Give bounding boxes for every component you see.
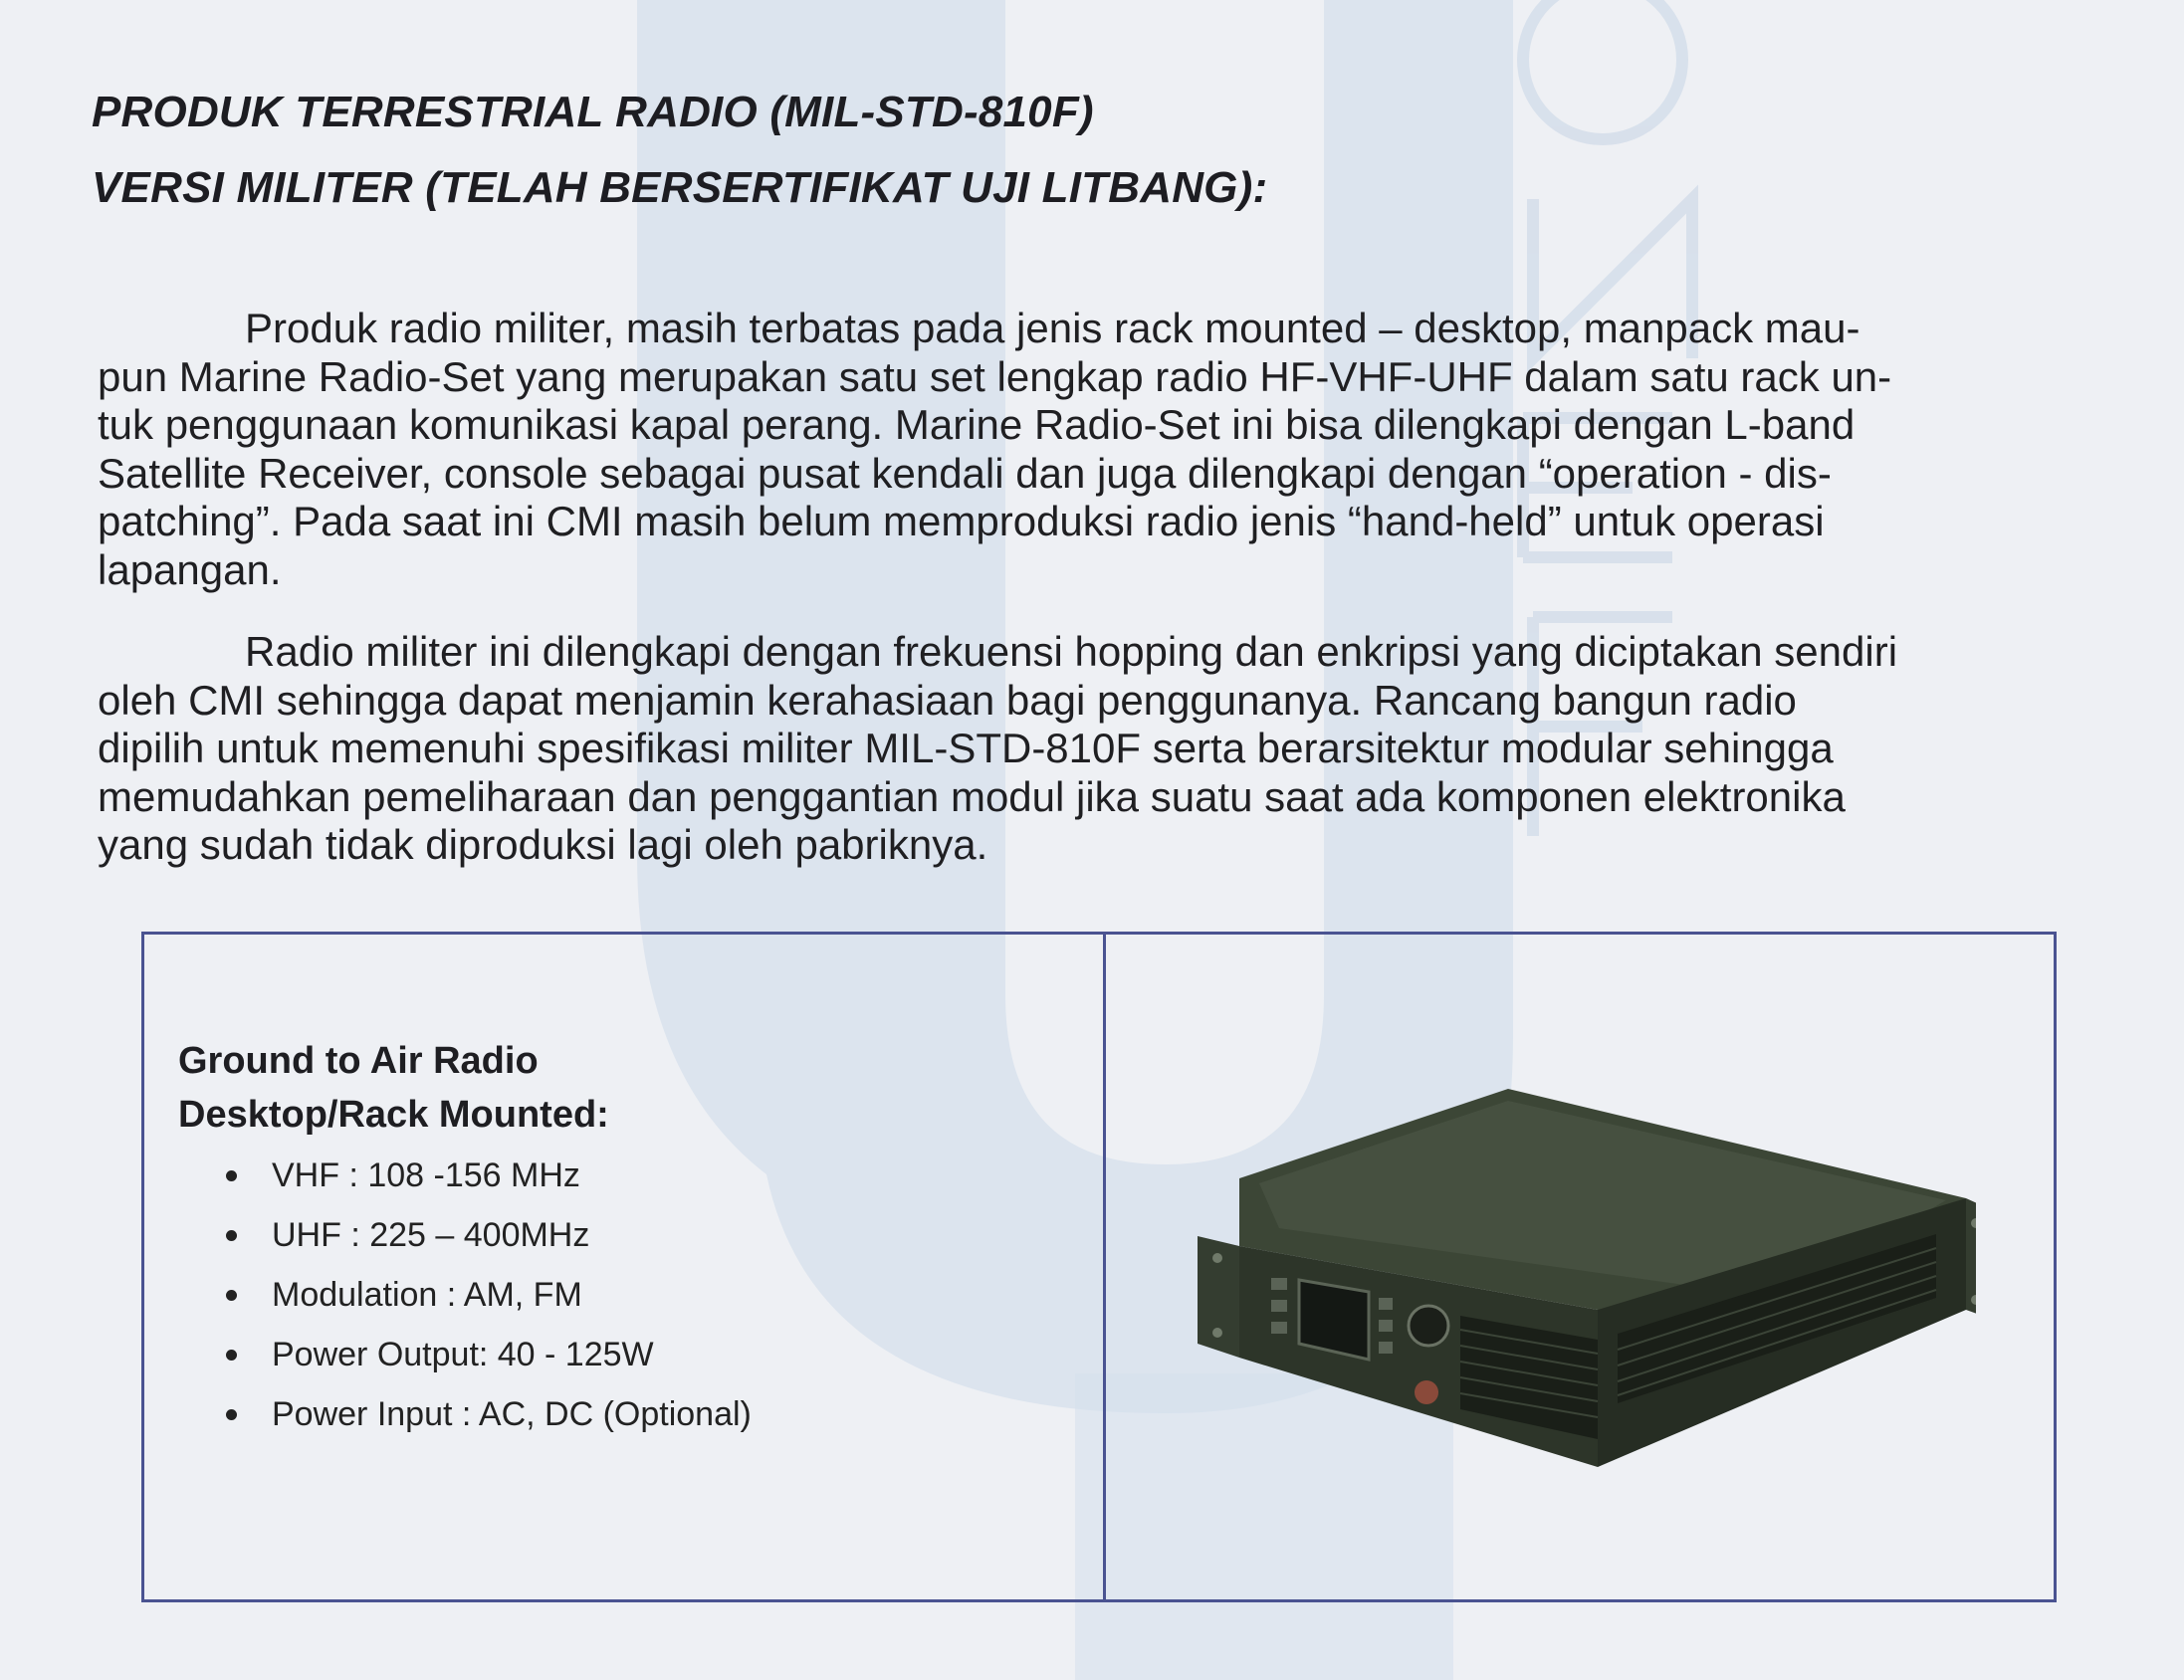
paragraph-2-line: memudahkan pemeliharaan dan penggantian modul jika suatu saat ada komponen elektronika [98, 772, 1846, 820]
spec-item-text: VHF : 108 -156 MHz [272, 1156, 580, 1194]
spec-item-text: Power Output: 40 - 125W [272, 1336, 654, 1373]
heading-line-2: VERSI MILITER (TELAH BERSERTIFIKAT UJI LITBANG): [92, 163, 1268, 212]
paragraph-2-line: Radio militer ini dilengkapi dengan frekuensi hopping dan enkripsi yang diciptakan sendiri [245, 628, 1898, 675]
spec-item-power-output [178, 1325, 1074, 1384]
paragraph-1-line: pun Marine Radio-Set yang merupakan satu set lengkap radio HF-VHF-UHF dalam satu rack un- [98, 352, 1892, 400]
spec-item-vhf [178, 1146, 1074, 1205]
radio-product-image [1180, 1049, 1976, 1487]
spec-list [178, 1146, 1074, 1444]
paragraph-2-line: oleh CMI sehingga dapat menjamin kerahasiaan bagi penggunanya. Rancang bangun radio [98, 676, 1797, 724]
bullet-icon [226, 1170, 237, 1181]
paragraph-2-line: dipilih untuk memenuhi spesifikasi militer MIL-STD-810F serta berarsitektur modular sehingga [98, 725, 1834, 771]
paragraph-1 [98, 305, 2049, 594]
bullet-icon [226, 1230, 237, 1241]
spec-item-uhf [178, 1205, 1074, 1265]
paragraph-1-line: Satellite Receiver, console sebagai pusat kendali dan juga dilengkapi dengan “operation - dis- [98, 449, 1832, 497]
paragraph-1-line: tuk penggunaan komunikasi kapal perang. Marine Radio-Set ini bisa dilengkapi dengan L-band [98, 401, 1856, 448]
product-title-line-1: Ground to Air Radio [178, 1040, 539, 1082]
product-specs [178, 1034, 1074, 1444]
bullet-icon [226, 1350, 237, 1361]
paragraph-1-line: Produk radio militer, masih terbatas pada jenis rack mounted – desktop, manpack mau- [245, 305, 1860, 351]
spec-item-text: UHF : 225 – 400MHz [272, 1216, 590, 1254]
spec-item-modulation [178, 1265, 1074, 1325]
spec-item-text: Power Input : AC, DC (Optional) [272, 1395, 752, 1433]
table-divider [1103, 935, 1106, 1599]
spec-item-power-input [178, 1384, 1074, 1444]
product-table [141, 932, 2057, 1602]
heading-line-1: PRODUK TERRESTRIAL RADIO (MIL-STD-810F) [92, 88, 1094, 136]
paragraph-2 [98, 628, 2049, 870]
paragraph-2-line: yang sudah tidak diproduksi lagi oleh pabriknya. [98, 821, 988, 868]
bullet-icon [226, 1409, 237, 1420]
bullet-icon [226, 1290, 237, 1301]
spec-item-text: Modulation : AM, FM [272, 1276, 582, 1314]
paragraph-1-line: patching”. Pada saat ini CMI masih belum memproduksi radio jenis “hand-held” untuk operasi [98, 498, 1825, 544]
product-title-line-2: Desktop/Rack Mounted: [178, 1094, 609, 1136]
paragraph-1-line: lapangan. [98, 545, 282, 593]
